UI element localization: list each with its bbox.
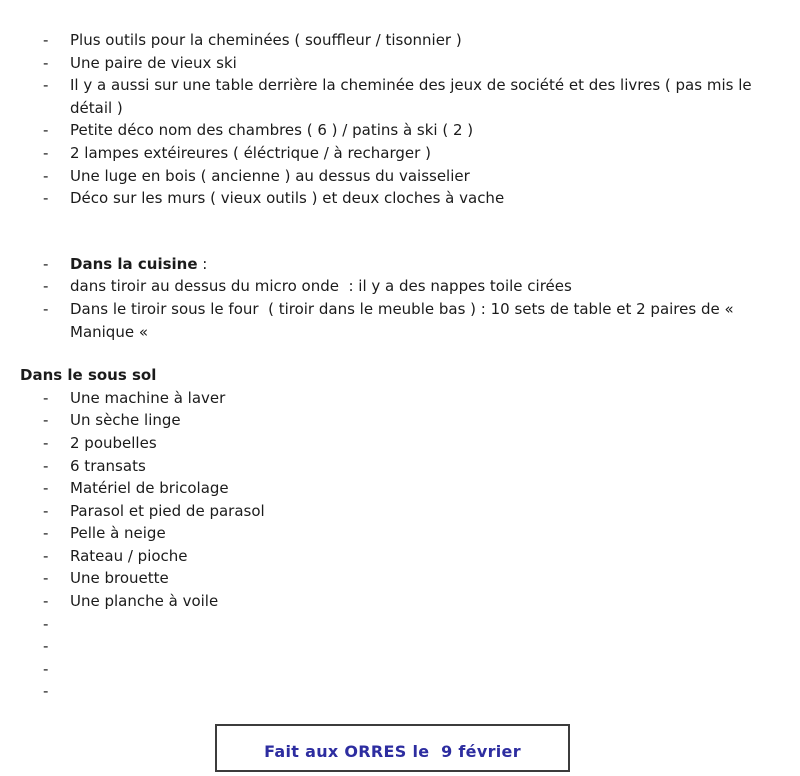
- list-item-text: Un sèche linge: [70, 411, 181, 430]
- dash-bullet: -: [43, 76, 49, 95]
- list-item-empty: [0, 613, 800, 636]
- list-item-text: Une machine à laver: [70, 388, 226, 407]
- list-item-text: Parasol et pied de parasol: [70, 501, 265, 520]
- dash-bullet: -: [43, 411, 49, 430]
- dash-bullet: -: [43, 121, 49, 140]
- list-item: [0, 187, 800, 210]
- dash-bullet: -: [43, 31, 49, 49]
- dash-bullet: -: [43, 143, 49, 162]
- list-item: [0, 74, 800, 119]
- list-item: [0, 455, 800, 478]
- date-stamp-text: Fait aux ORRES le 9 février: [264, 742, 521, 762]
- list-item: [0, 387, 800, 410]
- dash-bullet: -: [43, 299, 49, 318]
- list-item: [0, 567, 800, 590]
- list-item-text: 2 poubelles: [70, 433, 157, 452]
- list-item-text: Une planche à voile: [70, 592, 219, 611]
- dash-bullet: -: [43, 53, 49, 72]
- dash-bullet: -: [43, 592, 49, 611]
- kitchen-heading-bold: Dans la cuisine: [70, 254, 198, 273]
- list-item: [0, 409, 800, 432]
- list-item: [0, 52, 800, 75]
- list-item-text: Matériel de bricolage: [70, 479, 229, 498]
- list-item-text: 6 transats: [70, 456, 146, 475]
- list-item-empty: [0, 658, 800, 681]
- list-item: [0, 500, 800, 523]
- list-item: [0, 275, 800, 298]
- dash-bullet: -: [43, 546, 49, 565]
- list-item-text: Une paire de vieux ski: [70, 53, 237, 72]
- list-item-text: [70, 658, 775, 681]
- list-item: [0, 298, 800, 343]
- basement-list: [0, 387, 800, 703]
- list-item: [0, 29, 800, 52]
- dash-bullet: -: [43, 479, 49, 498]
- kitchen-section: [0, 253, 800, 343]
- dash-bullet: -: [43, 524, 49, 543]
- list-item: [0, 432, 800, 455]
- list-item-text: Une brouette: [70, 569, 169, 588]
- dash-bullet: -: [43, 614, 49, 633]
- list-item-text: dans tiroir au dessus du micro onde : il y a des nappes toile cirées: [70, 277, 572, 296]
- dash-bullet: -: [43, 277, 49, 296]
- list-item-text: [70, 635, 775, 658]
- kitchen-heading-suffix: :: [197, 254, 208, 273]
- list-item-text: 2 lampes extéireures ( éléctrique / à recharger ): [70, 143, 431, 162]
- list-item-text: Il y a aussi sur une table derrière la cheminée des jeux de société et des livres ( pas mis le détail ): [70, 76, 757, 117]
- list-item-text: Déco sur les murs ( vieux outils ) et deux cloches à vache: [70, 189, 505, 208]
- basement-heading: Dans le sous sol: [20, 366, 157, 385]
- list-item-text: Une luge en bois ( ancienne ) au dessus du vaisselier: [70, 166, 470, 185]
- dash-bullet: -: [43, 433, 49, 452]
- dash-bullet: -: [43, 166, 49, 185]
- list-item: [0, 590, 800, 613]
- list-item-text: [70, 613, 775, 636]
- list-item: [0, 522, 800, 545]
- date-stamp-box: [215, 724, 570, 772]
- dash-bullet: -: [43, 189, 49, 208]
- dash-bullet: -: [43, 254, 49, 273]
- dash-bullet: -: [43, 569, 49, 588]
- list-item: [0, 545, 800, 568]
- dash-bullet: -: [43, 682, 49, 701]
- kitchen-section-heading: [0, 253, 800, 276]
- dash-bullet: -: [43, 388, 49, 407]
- dash-bullet: -: [43, 637, 49, 656]
- list-item: [0, 142, 800, 165]
- dash-bullet: -: [43, 456, 49, 475]
- list-item-text: [70, 680, 775, 703]
- list-item-text: Dans le tiroir sous le four ( tiroir dans le meuble bas ) : 10 sets de table et 2 paires de « Manique «: [70, 299, 739, 341]
- list-item-empty: [0, 635, 800, 658]
- dash-bullet: -: [43, 501, 49, 520]
- list-item-empty: [0, 680, 800, 703]
- list-item-text: Petite déco nom des chambres ( 6 ) / patins à ski ( 2 ): [70, 121, 474, 140]
- list-item-text: Rateau / pioche: [70, 546, 188, 565]
- list-item: [0, 477, 800, 500]
- misc-items-list: [0, 29, 800, 210]
- list-item-text: Plus outils pour la cheminées ( souffleur / tisonnier ): [70, 31, 462, 49]
- kitchen-heading-text: [70, 253, 775, 276]
- list-item: [0, 119, 800, 142]
- list-item: [0, 165, 800, 188]
- dash-bullet: -: [43, 659, 49, 678]
- list-item-text: Pelle à neige: [70, 524, 166, 543]
